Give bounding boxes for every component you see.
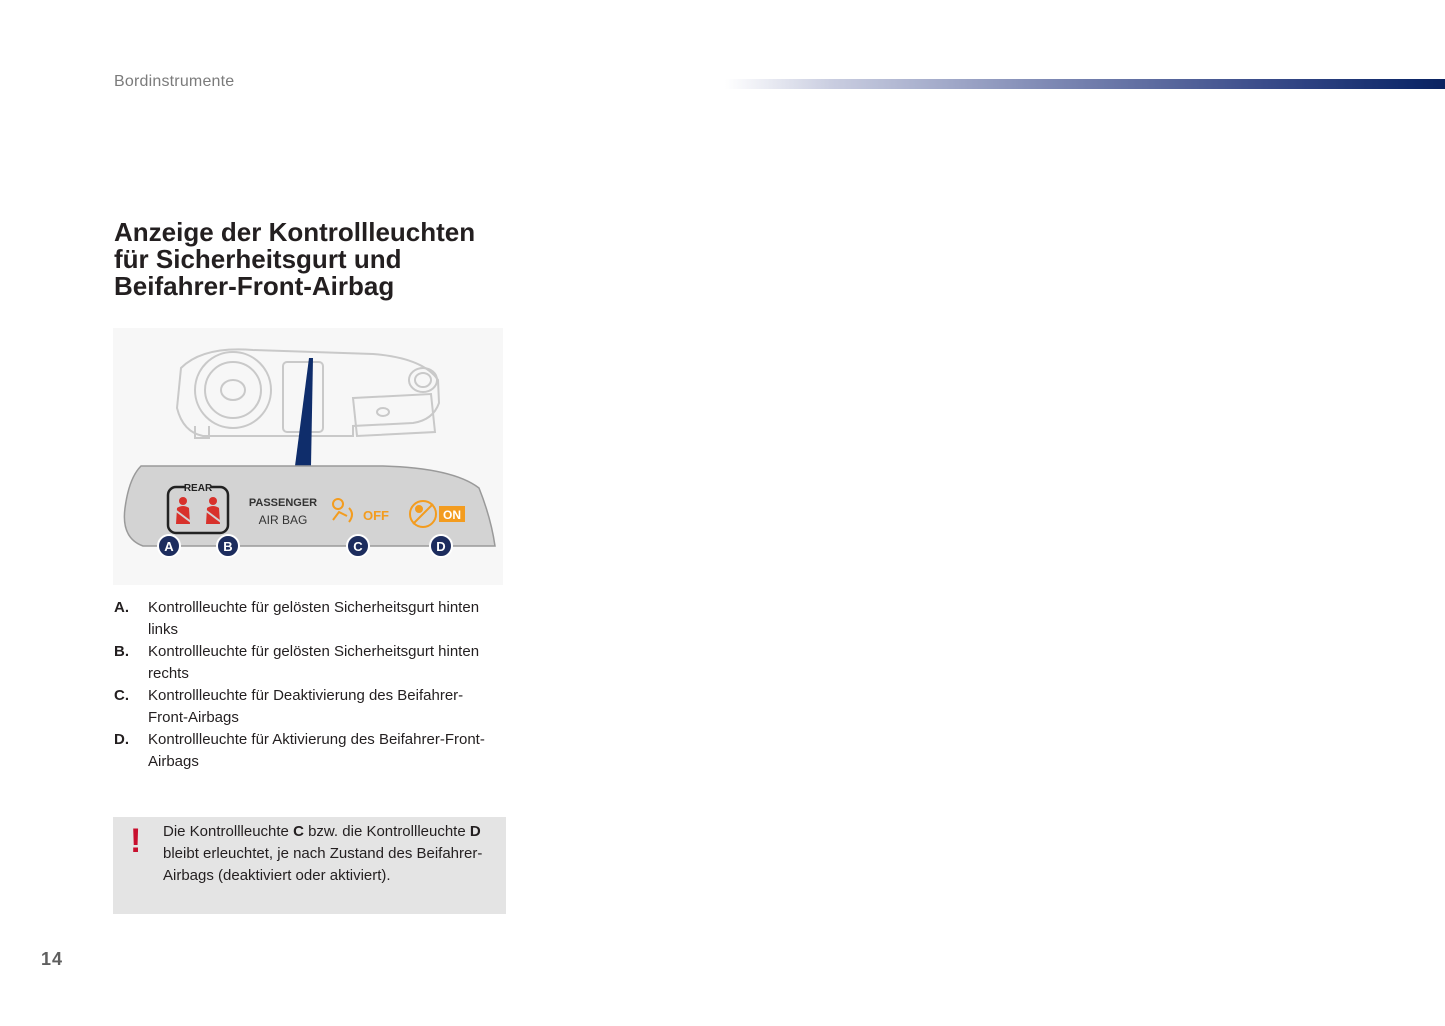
legend-text: Kontrollleuchte für Aktivierung des Beifahrer-Front-Airbags [148,731,485,770]
running-head: Bordinstrumente [114,73,235,90]
title-line-2: für Sicherheitsgurt und [114,244,402,274]
svg-text:A: A [164,539,174,554]
section-title [114,219,534,300]
callout-a [158,535,180,557]
airbag-on-text: ON [443,508,461,522]
legend-text: Kontrollleuchte für gelösten Sicherheitsgurt hinten rechts [148,643,480,682]
note-part-1: Die Kontrollleuchte [163,823,294,840]
rear-label: REAR [183,483,213,494]
note-bold-c: C [293,823,304,840]
header-gradient-bar [725,79,1445,89]
legend-key: A. [114,599,129,616]
dashboard-illustration [113,328,503,585]
legend-item-d [114,729,514,773]
warning-note [113,817,506,914]
airbag-off-text: OFF [363,508,389,523]
svg-text:B: B [223,539,233,554]
legend-key: C. [114,687,129,704]
legend-item-b [114,641,514,685]
legend-item-c [114,685,514,729]
legend-text: Kontrollleuchte für Deaktivierung des Beifahrer-Front-Airbags [148,687,464,726]
warning-exclamation-icon: ! [130,822,142,860]
title-line-3: Beifahrer-Front-Airbag [114,271,395,301]
callout-d [430,535,452,557]
legend-key: B. [114,643,129,660]
callout-b [217,535,239,557]
legend-text: Kontrollleuchte für gelösten Sicherheitsgurt hinten links [148,599,480,638]
legend-list [114,597,514,773]
page-number: 14 [41,949,64,969]
note-part-2: bzw. die Kontrollleuchte [303,823,470,840]
legend-key: D. [114,731,129,748]
legend-item-a [114,597,514,641]
callout-c [347,535,369,557]
title-line-1: Anzeige der Kontrollleuchten [114,217,476,247]
dashboard-figure [113,328,503,585]
airbag-label: AIR BAG [258,513,308,527]
note-text [163,821,499,887]
pointer-wedge [295,358,313,466]
svg-text:C: C [353,539,363,554]
note-bold-d: D [469,823,481,840]
svg-text:D: D [436,539,446,554]
passenger-label: PASSENGER [248,497,318,509]
note-part-3: bleibt erleuchtet, je nach Zustand des Beifahrer-Airbags (deaktiviert oder aktiviert). [163,845,483,884]
